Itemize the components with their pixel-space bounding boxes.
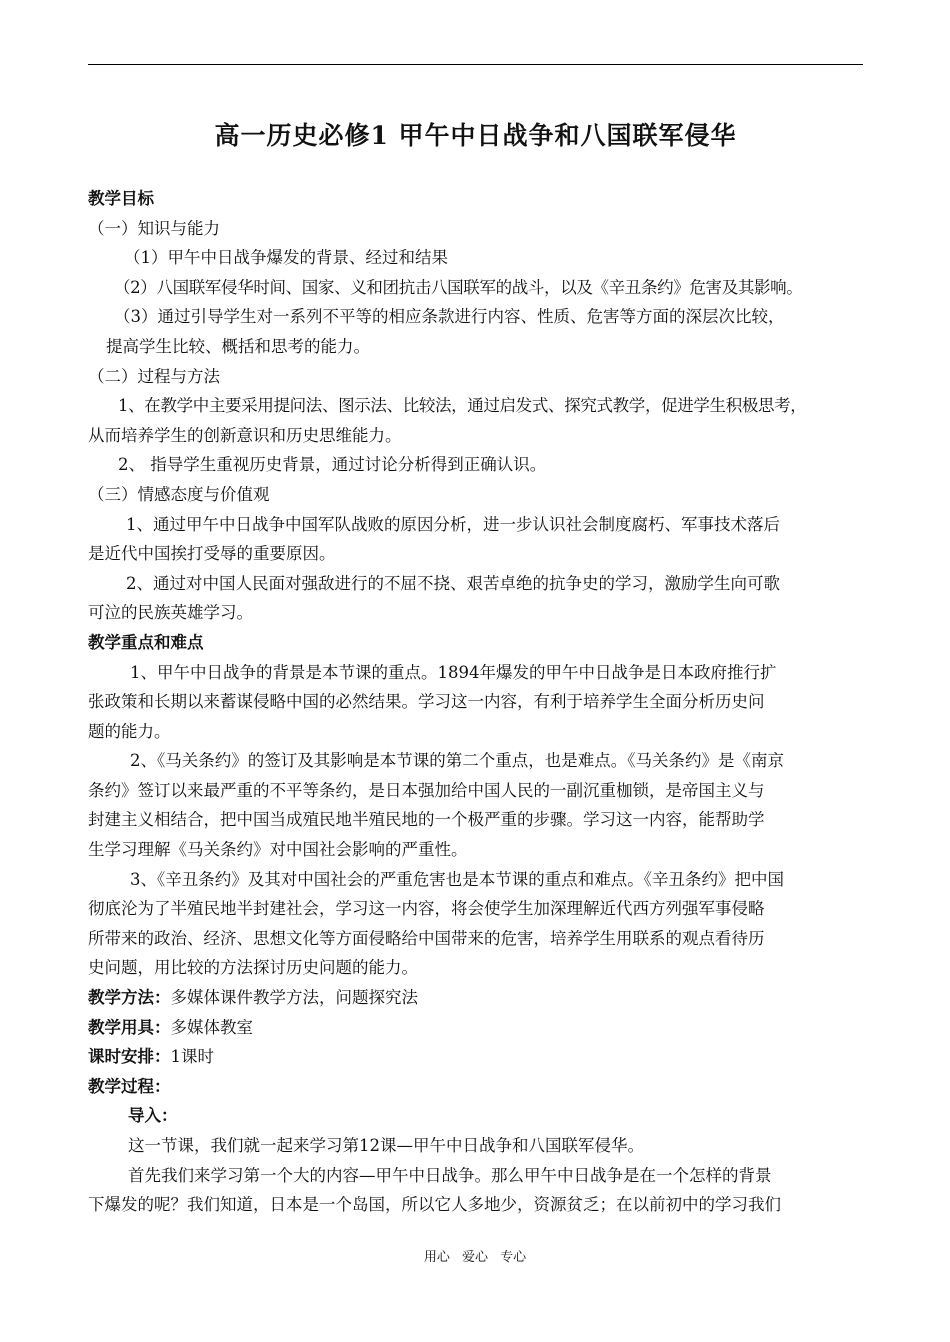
teaching-method-label: 教学方法： xyxy=(88,988,171,1008)
paragraph-line: 这一节课，我们就一起来学习第12课—甲午中日战争和八国联军侵华。 xyxy=(128,1136,644,1155)
class-schedule xyxy=(88,1042,864,1072)
paragraph-line: 史问题，用比较的方法探讨历史问题的能力。 xyxy=(88,958,418,978)
class-schedule-value: 1课时 xyxy=(170,1047,214,1067)
document-body xyxy=(88,184,864,1220)
paragraph-line: 2、通过对中国人民面对强敌进行的不屈不挠、艰苦卓绝的抗争史的学习，激励学生向可歌 xyxy=(126,573,780,593)
subheading-knowledge: （一）知识与能力 xyxy=(88,218,220,238)
teaching-method xyxy=(88,983,864,1013)
teaching-tools-label: 教学用具： xyxy=(88,1017,171,1037)
paragraph-line: 封建主义相结合，把中国当成殖民地半殖民地的一个极严重的步骤。学习这一内容，能帮助学 xyxy=(88,810,765,830)
intro-heading: 导入： xyxy=(128,1106,178,1126)
subheading-attitude: （三）情感态度与价值观 xyxy=(88,484,270,504)
paragraph-line: 1、甲午中日战争的背景是本节课的重点。1894年爆发的甲午中日战争是日本政府推行扩 xyxy=(130,662,777,682)
teaching-process-heading: 教学过程： xyxy=(88,1076,171,1096)
subheading-process: （二）过程与方法 xyxy=(88,366,220,386)
paragraph-line: （1）甲午中日战争爆发的背景、经过和结果 xyxy=(124,248,448,268)
paragraph-line: 提高学生比较、概括和思考的能力。 xyxy=(106,336,370,356)
section-heading-objectives: 教学目标 xyxy=(88,189,154,208)
teaching-tools-value: 多媒体教室 xyxy=(170,1017,253,1037)
paragraph-line: 首先我们来学习第一个大的内容—甲午中日战争。那么甲午中日战争是在一个怎样的背景 xyxy=(128,1165,772,1185)
paragraph-line: 彻底沦为了半殖民地半封建社会，学习这一内容，将会使学生加深理解近代西方列强军事侵略 xyxy=(88,899,765,919)
document-title: 高一历史必修1 甲午中日战争和八国联军侵华 xyxy=(214,121,737,150)
paragraph-line: 所带来的政治、经济、思想文化等方面侵略给中国带来的危害，培养学生用联系的观点看待历 xyxy=(88,928,765,948)
paragraph-line: 张政策和长期以来蓄谋侵略中国的必然结果。学习这一内容，有利于培养学生全面分析历史问 xyxy=(88,692,765,712)
paragraph-line: 从而培养学生的创新意识和历史思维能力。 xyxy=(88,425,402,445)
paragraph-line: 2、《马关条约》的签订及其影响是本节课的第二个重点，也是难点。《马关条约》是《南京 xyxy=(130,751,784,771)
paragraph-line: 3、《辛丑条约》及其对中国社会的严重危害也是本节课的重点和难点。《辛丑条约》把中国 xyxy=(130,869,784,889)
paragraph-line: 条约》签订以来最严重的不平等条约，是日本强加给中国人民的一副沉重枷锁，是帝国主义与 xyxy=(88,780,765,800)
class-schedule-label: 课时安排： xyxy=(88,1047,171,1067)
paragraph-line: 1、在教学中主要采用提问法、图示法、比较法，通过启发式、探究式教学，促进学生积极思考， xyxy=(118,396,807,416)
teaching-method-value: 多媒体课件教学方法，问题探究法 xyxy=(170,988,418,1008)
paragraph-line: 生学习理解《马关条约》对中国社会影响的严重性。 xyxy=(88,840,468,860)
header-rule xyxy=(88,64,863,65)
paragraph-line: 是近代中国挨打受辱的重要原因。 xyxy=(88,544,336,564)
paragraph-line: 2、 指导学生重视历史背景，通过讨论分析得到正确认识。 xyxy=(118,455,547,475)
paragraph-line: 下爆发的呢？我们知道，日本是一个岛国，所以它人多地少，资源贫乏；在以前初中的学习我们 xyxy=(88,1195,781,1215)
paragraph-line: 题的能力。 xyxy=(88,721,171,741)
page-footer: 用心 爱心 专心 xyxy=(423,1250,527,1265)
section-heading-key-points: 教学重点和难点 xyxy=(88,632,204,652)
paragraph-line: 可泣的民族英雄学习。 xyxy=(88,603,253,623)
paragraph-line: 1、通过甲午中日战争中国军队战败的原因分析，进一步认识社会制度腐朽、军事技术落后 xyxy=(126,514,780,534)
paragraph-line: （2）八国联军侵华时间、国家、义和团抗击八国联军的战斗，以及《辛丑条约》危害及其影响。 xyxy=(114,277,803,297)
paragraph-line: （3）通过引导学生对一系列不平等的相应条款进行内容、性质、危害等方面的深层次比较， xyxy=(114,307,785,327)
teaching-tools xyxy=(88,1013,864,1043)
